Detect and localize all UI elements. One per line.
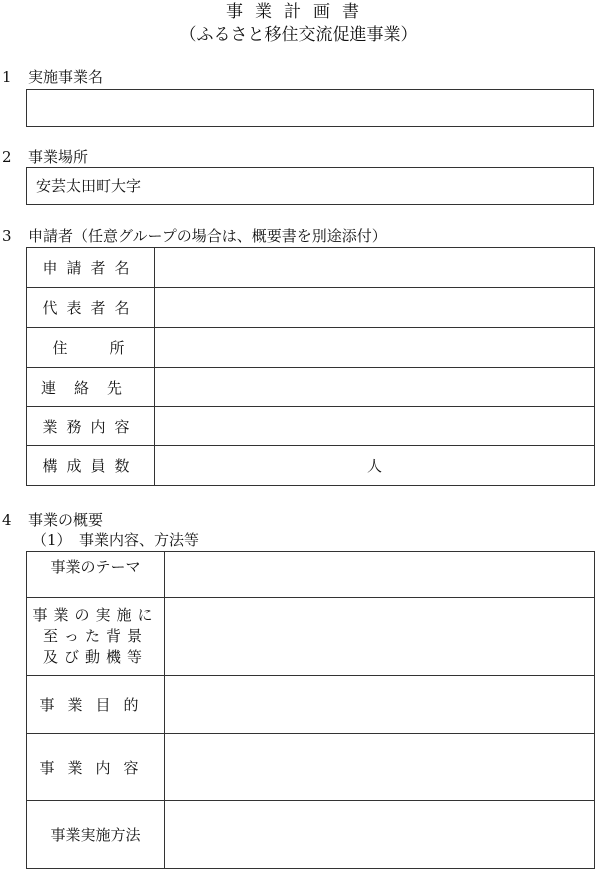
project-background-label-line: 事業の実施に (32, 606, 159, 624)
member-count-unit: 人 (366, 457, 382, 475)
section-1-heading (2, 67, 103, 87)
section-4-number: 4 (2, 511, 12, 529)
project-content-field[interactable] (165, 734, 595, 801)
table-row (27, 248, 595, 288)
document-title: 事業計画書 (226, 2, 371, 22)
project-theme-field[interactable] (165, 552, 595, 598)
document-subtitle: （ふるさと移住交流促進事業） (179, 25, 418, 45)
table-row (27, 288, 595, 328)
table-row (27, 734, 595, 801)
business-content-field[interactable] (155, 407, 595, 446)
project-purpose-field[interactable] (165, 676, 595, 734)
project-theme-label: 事業のテーマ (27, 552, 165, 598)
project-overview-table (26, 551, 595, 869)
project-background-label-line: 及び動機等 (42, 648, 148, 666)
representative-name-label: 代表者名 (27, 288, 155, 328)
member-count-label: 構成員数 (27, 446, 155, 486)
table-row (27, 598, 595, 676)
table-row (27, 446, 595, 486)
table-row (27, 801, 595, 869)
project-background-label-line: 至った背景 (42, 627, 148, 645)
table-row (27, 368, 595, 407)
project-location-value: 安芸太田町大字 (36, 177, 142, 195)
table-row (27, 328, 595, 368)
applicant-name-field[interactable] (155, 248, 595, 288)
table-row (27, 552, 595, 598)
section-2-heading (2, 147, 88, 167)
project-background-field[interactable] (165, 598, 595, 676)
section-4-label: 事業の概要 (28, 511, 104, 529)
contact-label: 連絡先 (27, 368, 155, 407)
section-2-number: 2 (2, 148, 12, 166)
section-1-label: 実施事業名 (28, 68, 104, 86)
representative-name-field[interactable] (155, 288, 595, 328)
section-2-label: 事業場所 (28, 148, 89, 166)
table-row (27, 407, 595, 446)
contact-field[interactable] (155, 368, 595, 407)
address-field[interactable] (155, 328, 595, 368)
section-3-heading (2, 226, 387, 246)
section-4-heading (2, 510, 103, 530)
section-3-number: 3 (2, 227, 12, 245)
member-count-field[interactable] (155, 446, 595, 486)
project-name-field[interactable] (26, 89, 594, 127)
section-4-sublabel: （1） 事業内容、方法等 (32, 531, 200, 549)
table-row (27, 676, 595, 734)
section-3-label: 申請者（任意グループの場合は、概要書を別途添付） (28, 227, 387, 245)
applicant-table (26, 247, 595, 486)
section-1-number: 1 (2, 68, 12, 86)
implementation-method-label: 事業実施方法 (27, 801, 165, 869)
project-background-label (27, 598, 165, 676)
project-content-label: 事業内容 (27, 734, 165, 801)
business-content-label: 業務内容 (27, 407, 155, 446)
project-location-field[interactable] (26, 167, 594, 205)
project-purpose-label: 事業目的 (27, 676, 165, 734)
implementation-method-field[interactable] (165, 801, 595, 869)
applicant-name-label: 申請者名 (27, 248, 155, 288)
address-label: 住 所 (27, 328, 155, 368)
